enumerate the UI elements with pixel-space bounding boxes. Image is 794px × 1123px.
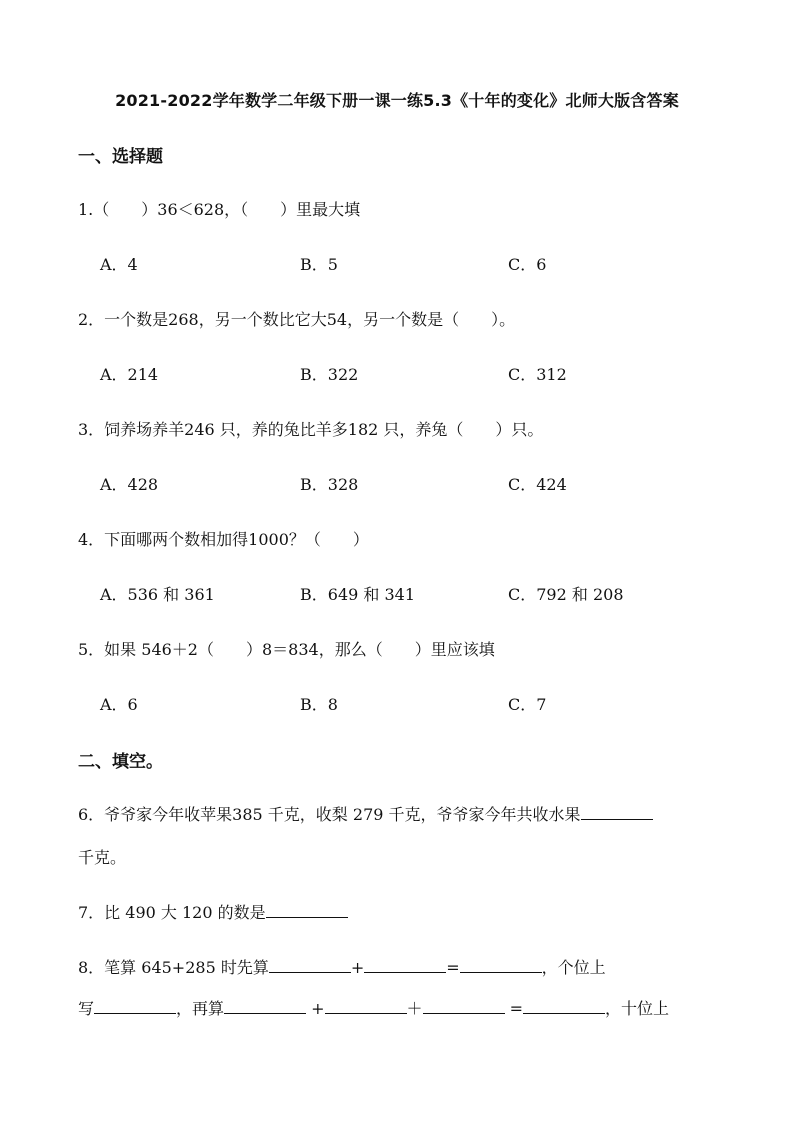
option-b[interactable]: B．5 bbox=[300, 255, 338, 274]
option-b[interactable]: B．649 和 341 bbox=[300, 585, 416, 604]
tens-place-text: ，十位上 bbox=[605, 999, 670, 1018]
answer-blank[interactable] bbox=[266, 901, 348, 918]
question-4-options bbox=[100, 582, 700, 606]
option-a[interactable]: A．6 bbox=[100, 695, 138, 714]
question-1: 1.（ ）36＜628，（ ）里最大填 bbox=[78, 200, 361, 219]
answer-blank[interactable] bbox=[581, 803, 653, 820]
option-a[interactable]: A．214 bbox=[100, 365, 159, 384]
question-6 bbox=[78, 802, 653, 825]
question-3: 3．饲养场养羊246 只，养的兔比羊多182 只，养兔（ ）只。 bbox=[78, 420, 544, 439]
question-4: 4．下面哪两个数相加得1000？（ ） bbox=[78, 530, 369, 549]
question-8-line-1 bbox=[78, 955, 606, 978]
option-b[interactable]: B．328 bbox=[300, 475, 359, 494]
option-c[interactable]: C．424 bbox=[508, 475, 567, 494]
answer-blank[interactable] bbox=[523, 997, 605, 1014]
plus-sign-full: ＋ bbox=[406, 999, 423, 1018]
question-8-line-2 bbox=[78, 996, 669, 1019]
question-2-options bbox=[100, 362, 700, 386]
question-6-unit: 千克。 bbox=[78, 848, 127, 867]
question-8-text: 8．笔算 645+285 时先算 bbox=[78, 958, 269, 977]
plus-sign: + bbox=[311, 999, 325, 1018]
option-a[interactable]: A．4 bbox=[100, 255, 138, 274]
option-c[interactable]: C．792 和 208 bbox=[508, 585, 624, 604]
question-5-options bbox=[100, 692, 700, 716]
question-2: 2．一个数是268，另一个数比它大54，另一个数是（ ）。 bbox=[78, 310, 516, 329]
equals-sign: = bbox=[446, 958, 460, 977]
answer-blank[interactable] bbox=[460, 956, 542, 973]
ones-place-text: ，个位上 bbox=[541, 958, 606, 977]
page-title: 2021-2022学年数学二年级下册一课一练5.3《十年的变化》北师大版含答案 bbox=[115, 91, 679, 110]
option-c[interactable]: C．312 bbox=[508, 365, 567, 384]
option-c[interactable]: C．6 bbox=[508, 255, 547, 274]
answer-blank[interactable] bbox=[364, 956, 446, 973]
option-c[interactable]: C．7 bbox=[508, 695, 547, 714]
answer-blank[interactable] bbox=[224, 997, 306, 1014]
answer-blank[interactable] bbox=[423, 997, 505, 1014]
option-b[interactable]: B．322 bbox=[300, 365, 359, 384]
option-a[interactable]: A．536 和 361 bbox=[100, 585, 215, 604]
section-heading-choice: 一、选择题 bbox=[78, 147, 163, 167]
answer-blank[interactable] bbox=[269, 956, 351, 973]
plus-sign: + bbox=[350, 958, 365, 977]
answer-blank[interactable] bbox=[325, 997, 407, 1014]
question-7-text: 7．比 490 大 120 的数是 bbox=[78, 903, 266, 922]
question-5: 5．如果 546＋2（ ）8＝834，那么（ ）里应该填 bbox=[78, 640, 495, 659]
equals-sign: = bbox=[509, 999, 524, 1018]
question-6-text: 6．爷爷家今年收苹果385 千克，收梨 279 千克，爷爷家今年共收水果 bbox=[78, 805, 581, 824]
question-3-options bbox=[100, 472, 700, 496]
section-heading-fill: 二、填空。 bbox=[78, 752, 163, 772]
question-7 bbox=[78, 900, 348, 923]
then-text: ，再算 bbox=[176, 999, 225, 1018]
option-b[interactable]: B．8 bbox=[300, 695, 338, 714]
write-text: 写 bbox=[78, 999, 95, 1018]
question-1-options bbox=[100, 252, 700, 276]
answer-blank[interactable] bbox=[94, 997, 176, 1014]
option-a[interactable]: A．428 bbox=[100, 475, 159, 494]
